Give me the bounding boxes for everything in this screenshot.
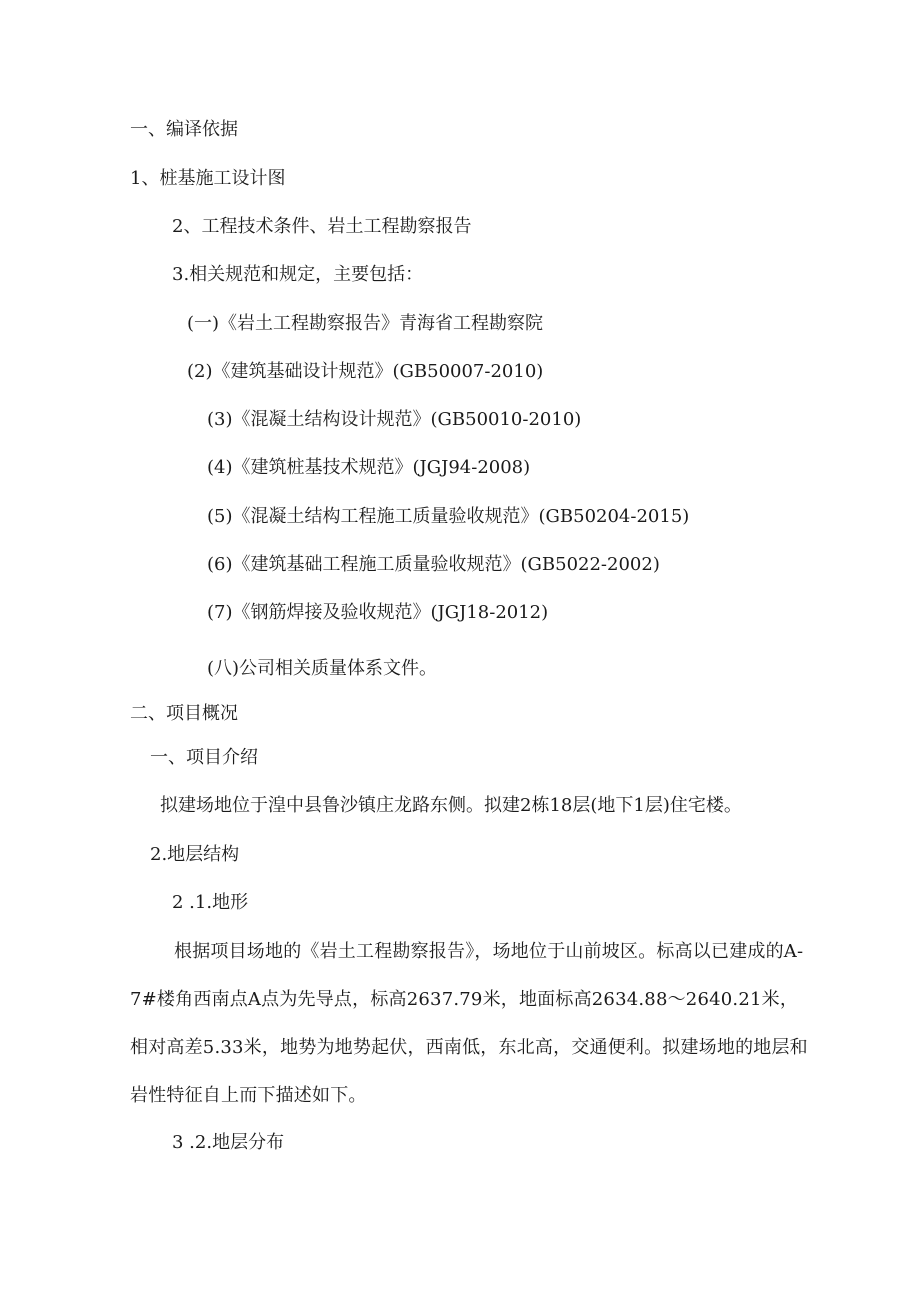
reference-item-1: (一)《岩土工程勘察报告》青海省工程勘察院	[187, 313, 544, 334]
basis-item-2: 2、工程技术条件、岩土工程勘察报告	[172, 216, 472, 237]
subsection-heading-terrain: 2 .1.地形	[172, 892, 249, 913]
reference-item-5: (5)《混凝土结构工程施工质量验收规范》(GB50204-2015)	[207, 506, 690, 527]
reference-item-4: (4)《建筑桩基技术规范》(JGJ94-2008)	[207, 457, 531, 478]
reference-item-3: (3)《混凝土结构设计规范》(GB50010-2010)	[207, 409, 582, 430]
terrain-paragraph	[130, 928, 810, 1120]
subsection-heading-project-intro: 一、项目介绍	[150, 747, 258, 768]
reference-item-8: (八)公司相关质量体系文件。	[207, 658, 438, 679]
subsection-heading-strata-structure: 2.地层结构	[150, 844, 240, 865]
reference-item-2: (2)《建筑基础设计规范》(GB50007-2010)	[187, 361, 544, 382]
section-heading-project-overview: 二、项目概况	[130, 703, 238, 724]
basis-item-1: 1、桩基施工设计图	[130, 168, 286, 189]
reference-item-7: (7)《钢筋焊接及验收规范》(JGJ18-2012)	[207, 602, 549, 623]
subsection-heading-strata-distribution: 3 .2.地层分布	[172, 1132, 285, 1153]
section-heading-compile-basis: 一、编译依据	[130, 119, 238, 140]
project-intro-text: 拟建场地位于湟中县鲁沙镇庄龙路东侧。拟建2栋18层(地下1层)住宅楼。	[160, 795, 742, 816]
basis-item-3: 3.相关规范和规定，主要包括：	[172, 264, 424, 285]
terrain-paragraph-text: 根据项目场地的《岩土工程勘察报告》，场地位于山前坡区。标高以已建成的A-7#楼角西南点A点为先导点，标高2637.79米，地面标高2634.88～2640.21米，相对高差5.33米，地势为地势起伏，西南低，东北高，交通便利。拟建场地的地层和岩性特征自上而下描述如下。	[130, 941, 808, 1106]
reference-item-6: (6)《建筑基础工程施工质量验收规范》(GB5022-2002)	[207, 554, 660, 575]
